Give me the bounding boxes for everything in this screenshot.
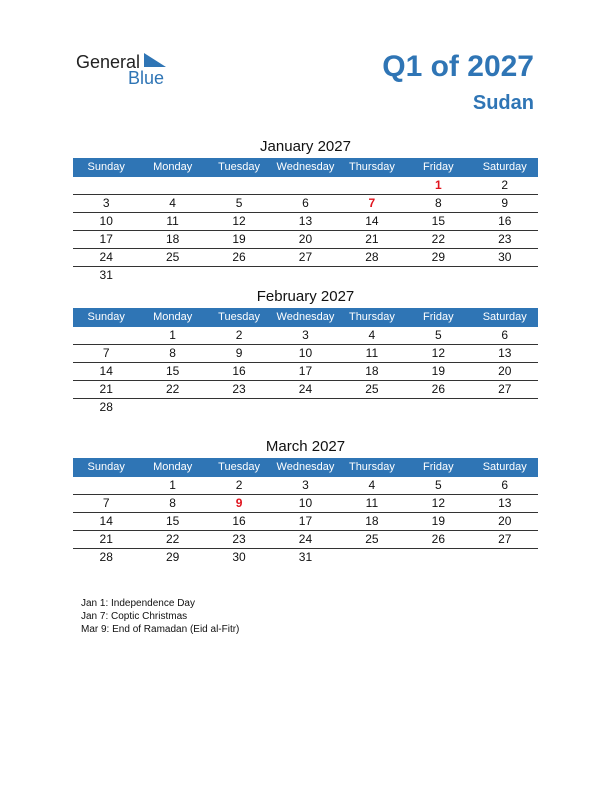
weekday-label: Monday [153, 161, 193, 173]
day-cell: 15 [431, 214, 445, 228]
day-cell: 4 [368, 328, 376, 342]
day-cell: 14 [365, 214, 379, 228]
day-cell: 7 [368, 196, 376, 210]
week-row [73, 231, 538, 249]
day-cell: 4 [169, 196, 176, 210]
day-cell [139, 267, 205, 284]
logo-triangle-icon [144, 53, 166, 67]
day-cell [339, 267, 405, 284]
day-cell: 3 [302, 328, 309, 342]
day-cell: 27 [498, 382, 512, 396]
week-row [73, 381, 538, 399]
day-cell: 31 [298, 550, 313, 564]
weekday-label: Friday [423, 461, 454, 473]
holiday-notes [81, 597, 239, 636]
day-cell: 1 [169, 328, 176, 342]
month-title: February 2027 [256, 288, 355, 305]
weekday-label: Tuesday [218, 311, 260, 323]
day-cell: 21 [99, 382, 113, 396]
day-cell [206, 267, 272, 284]
day-cell: 14 [99, 514, 113, 528]
weekday-label: Tuesday [218, 461, 260, 473]
logo [76, 52, 176, 92]
month-title: March 2027 [265, 438, 346, 455]
day-cell: 16 [232, 514, 246, 528]
day-cell: 22 [431, 232, 445, 246]
day-cell: 25 [165, 250, 180, 264]
week-row [73, 531, 538, 549]
day-cell: 13 [498, 346, 512, 360]
day-cell: 17 [298, 514, 313, 528]
day-cell: 9 [501, 196, 509, 210]
day-cell [139, 177, 205, 194]
weekday-label: Sunday [87, 161, 125, 173]
weekday-label: Monday [153, 461, 193, 473]
day-cell [339, 549, 405, 566]
day-cell: 29 [431, 250, 445, 264]
day-cell: 1 [169, 478, 176, 492]
weekday-label: Friday [423, 311, 454, 323]
day-cell: 5 [235, 196, 243, 210]
weekday-label: Monday [153, 311, 193, 323]
logo-blue-text: Blue [128, 68, 165, 88]
day-cell [405, 399, 471, 416]
week-row [73, 327, 538, 345]
day-cell: 7 [102, 346, 110, 360]
day-cell: 13 [498, 496, 512, 510]
day-cell: 11 [365, 496, 379, 510]
day-cell: 12 [431, 496, 445, 510]
day-cell: 18 [165, 232, 180, 246]
day-cell: 6 [501, 328, 509, 342]
day-cell: 30 [498, 250, 512, 264]
day-cell: 12 [431, 346, 445, 360]
day-cell: 1 [434, 178, 442, 192]
day-cell: 25 [365, 382, 379, 396]
day-cell: 14 [99, 364, 113, 378]
day-cell [405, 267, 471, 284]
day-cell: 9 [235, 496, 243, 510]
week-row [73, 477, 538, 495]
day-cell [73, 477, 139, 494]
weekday-label: Sunday [87, 461, 125, 473]
day-cell [73, 327, 139, 344]
weekday-label: Sunday [87, 311, 125, 323]
day-cell: 11 [166, 214, 179, 228]
holiday-note: Mar 9: End of Ramadan (Eid al-Fitr) [81, 624, 240, 635]
holiday-note: Jan 7: Coptic Christmas [81, 611, 188, 622]
week-row [73, 177, 538, 195]
weekday-header [73, 158, 538, 177]
day-cell: 4 [368, 478, 376, 492]
month-january [73, 136, 538, 284]
month-february [73, 286, 538, 416]
day-cell [206, 177, 272, 194]
weekday-label: Wednesday [276, 461, 335, 473]
week-row [73, 513, 538, 531]
holiday-note: Jan 1: Independence Day [81, 598, 195, 609]
weekday-label: Tuesday [218, 161, 260, 173]
day-cell [472, 267, 538, 284]
weekday-label: Thursday [348, 461, 395, 473]
week-row [73, 345, 538, 363]
weekday-header [73, 458, 538, 477]
month-title: January 2027 [260, 138, 351, 155]
day-cell: 7 [102, 496, 110, 510]
week-row [73, 399, 538, 416]
day-cell: 3 [302, 478, 309, 492]
day-cell: 20 [298, 232, 313, 246]
day-cell: 23 [498, 232, 512, 246]
day-cell: 29 [165, 550, 180, 564]
day-cell: 15 [165, 364, 180, 378]
day-cell: 24 [99, 250, 113, 264]
day-cell: 25 [365, 532, 379, 546]
day-cell: 31 [99, 268, 113, 282]
day-cell: 18 [365, 364, 379, 378]
day-cell: 21 [99, 532, 113, 546]
day-cell: 19 [232, 232, 246, 246]
day-cell: 3 [102, 196, 110, 210]
day-cell [472, 549, 538, 566]
day-cell [472, 399, 538, 416]
day-cell [339, 177, 405, 194]
day-cell: 16 [498, 214, 512, 228]
day-cell: 5 [434, 328, 442, 342]
day-cell: 16 [232, 364, 246, 378]
day-cell [206, 399, 272, 416]
week-row [73, 195, 538, 213]
day-cell: 2 [235, 478, 243, 492]
day-cell [272, 267, 338, 284]
day-cell: 10 [298, 496, 313, 510]
month-march [73, 436, 538, 566]
day-cell: 22 [165, 532, 180, 546]
day-cell: 5 [434, 478, 442, 492]
day-cell: 26 [431, 532, 445, 546]
day-cell [272, 399, 338, 416]
day-cell: 10 [298, 346, 313, 360]
day-cell: 20 [498, 514, 512, 528]
day-cell: 21 [365, 232, 379, 246]
day-cell: 27 [298, 250, 313, 264]
day-cell: 8 [169, 346, 176, 360]
weekday-label: Thursday [348, 311, 395, 323]
week-row [73, 249, 538, 267]
weekday-label: Saturday [482, 161, 527, 173]
day-cell [139, 399, 205, 416]
week-row [73, 363, 538, 381]
weekday-label: Wednesday [276, 161, 335, 173]
day-cell: 28 [365, 250, 379, 264]
day-cell: 30 [232, 550, 246, 564]
day-cell: 2 [501, 178, 509, 192]
day-cell [339, 399, 405, 416]
logo-general-text: General [76, 52, 141, 72]
day-cell: 19 [431, 364, 445, 378]
weekday-label: Saturday [482, 311, 527, 323]
day-cell [272, 177, 338, 194]
day-cell: 18 [365, 514, 379, 528]
day-cell [73, 177, 139, 194]
weekday-header [73, 308, 538, 327]
day-cell: 26 [232, 250, 246, 264]
day-cell: 20 [498, 364, 512, 378]
weekday-label: Thursday [348, 161, 395, 173]
day-cell: 23 [232, 382, 246, 396]
day-cell: 28 [99, 400, 113, 414]
day-cell: 19 [431, 514, 445, 528]
day-cell: 6 [302, 196, 309, 210]
country-subtitle: Sudan [472, 92, 534, 114]
week-row [73, 213, 538, 231]
day-cell: 17 [298, 364, 313, 378]
day-cell: 22 [165, 382, 180, 396]
day-cell: 26 [431, 382, 445, 396]
day-cell: 24 [298, 532, 313, 546]
day-cell: 10 [99, 214, 113, 228]
day-cell: 12 [232, 214, 246, 228]
week-row [73, 549, 538, 566]
day-cell: 9 [235, 346, 243, 360]
day-cell: 24 [298, 382, 313, 396]
day-cell: 28 [99, 550, 113, 564]
day-cell: 27 [498, 532, 512, 546]
week-row [73, 267, 538, 284]
day-cell: 17 [99, 232, 113, 246]
day-cell: 15 [165, 514, 180, 528]
day-cell: 2 [235, 328, 243, 342]
week-row [73, 495, 538, 513]
page-title: Q1 of 2027 [382, 50, 534, 83]
day-cell [405, 549, 471, 566]
day-cell: 11 [365, 346, 379, 360]
weekday-label: Wednesday [276, 311, 335, 323]
day-cell: 8 [169, 496, 176, 510]
day-cell: 8 [434, 196, 442, 210]
weekday-label: Saturday [482, 461, 527, 473]
day-cell: 6 [501, 478, 509, 492]
weekday-label: Friday [423, 161, 454, 173]
day-cell: 13 [298, 214, 313, 228]
day-cell: 23 [232, 532, 246, 546]
